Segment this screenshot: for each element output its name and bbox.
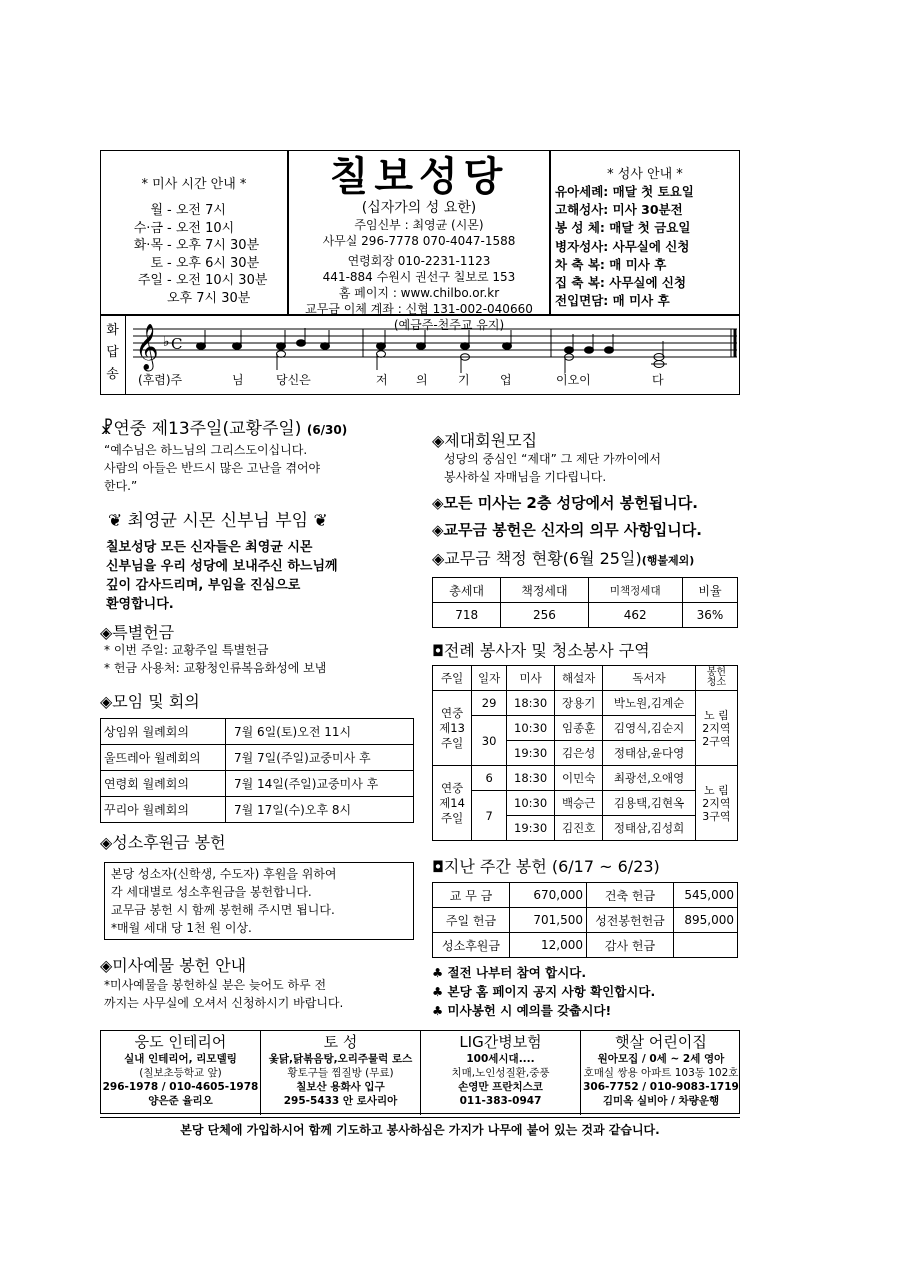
support-text: 본당 성소자(신학생, 수도자) 후원을 위하여 각 세대별로 성소후원금을 봉헌합니다. 교무금 봉헌 시 함께 봉헌해 주시면 됩니다. *매월 세대 당 1천 원 이상. xyxy=(111,867,337,935)
assessment-table xyxy=(432,577,738,628)
duty-commentator: 이민숙 xyxy=(555,766,603,791)
ad-title: 햇살 어린이집 xyxy=(615,1033,707,1051)
altar-title: ◈제대회원모집 xyxy=(432,431,538,450)
meeting-name: 상임위 월례회의 xyxy=(101,719,226,745)
welcome-text: 칠보성당 모든 신자들은 최영균 시몬 신부님을 우리 성당에 보내주신 하느님께 깊이 감사드리며, 부임을 진심으로 환영합니다. xyxy=(106,540,338,612)
meeting-name: 연령회 월례회의 xyxy=(101,771,226,797)
assessment-value: 36% xyxy=(682,603,737,628)
mass-time-row xyxy=(115,255,287,273)
duty-commentator: 김진호 xyxy=(555,816,603,841)
duty-mass-time: 19:30 xyxy=(507,741,555,766)
altar-text: 성당의 중심인 “제대” 그 제단 가까이에서 봉사하실 자매님을 기다립니다. xyxy=(444,452,661,484)
mass-day: 화·목 xyxy=(133,238,163,253)
ad-line: 306-7752 / 010-9083-1719 xyxy=(583,1081,739,1093)
mass-time: - 오전 10시 30분 xyxy=(167,273,268,288)
ad-line: 양은준 율리오 xyxy=(148,1095,213,1107)
ad-line: 손영만 프란치스코 xyxy=(458,1081,543,1093)
weekly-offering-row xyxy=(433,933,738,958)
duty-area: 노 림 2지역 2구역 xyxy=(695,691,737,766)
duty-title: ◘전례 봉사자 및 청소봉사 구역 xyxy=(432,641,650,660)
duty-mass-time: 18:30 xyxy=(507,691,555,716)
offering-label: 건축 헌금 xyxy=(587,883,674,908)
offering-label: 감사 헌금 xyxy=(587,933,674,958)
offering-amount xyxy=(674,933,738,958)
duty-header-row xyxy=(433,666,738,691)
offering-label: 교 무 금 xyxy=(433,883,510,908)
duty-row xyxy=(433,791,738,816)
mass-time-row xyxy=(115,272,287,290)
assessment-title: ◈교무금 책정 현황(6월 25일)(행불제외) xyxy=(432,549,695,568)
psalm-label-char: 송 xyxy=(106,367,119,382)
ad-line: 100세시대.... xyxy=(466,1053,535,1065)
meeting-time: 7월 17일(수)오후 8시 xyxy=(226,797,414,823)
priest-name: 주임신부 : 최영균 (시몬) xyxy=(354,218,484,232)
assessment-value: 718 xyxy=(433,603,501,628)
mass-time-row xyxy=(115,290,287,308)
duty-header: 일자 xyxy=(472,666,507,691)
sacrament-box xyxy=(550,150,740,315)
mass-time: - 오후 6시 30분 xyxy=(167,255,260,271)
meetings-title: ◈모임 및 회의 xyxy=(100,692,200,711)
duty-week: 연중 제13 주일 xyxy=(433,691,472,766)
meeting-row xyxy=(101,719,414,745)
ad-line: 호매실 쌍용 아파트 103동 102호 xyxy=(583,1067,739,1079)
sacrament-item: 고해성사: 미사 30분전 xyxy=(555,202,683,218)
mass-time-row xyxy=(115,237,287,255)
common-time-icon: C xyxy=(171,335,183,353)
duty-row xyxy=(433,691,738,716)
mass-day: 주일 xyxy=(137,273,163,288)
special-offering-text: * 이번 주일: 교황주일 특별헌금 * 헌금 사용처: 교황청인류복음화성에 보냄 xyxy=(104,643,327,675)
duty-date: 7 xyxy=(472,791,507,841)
sunday-quote: “예수님은 하느님의 그리스도이십니다. 사람의 아들은 반드시 많은 고난을 겪어야 한다.” xyxy=(104,443,321,493)
ad-line: 295-5433 안 로사리아 xyxy=(283,1095,398,1107)
laurel-emblem-icon: ❦ xyxy=(313,511,328,531)
chi-rho-icon: ☧ xyxy=(100,419,114,439)
offering-amount: 670,000 xyxy=(510,883,587,908)
duty-commentator: 김은성 xyxy=(555,741,603,766)
ad-line: 치매,노인성질환,중풍 xyxy=(451,1067,550,1079)
lyric: 다 xyxy=(652,373,664,387)
ads-box xyxy=(100,1030,740,1114)
offering-label: 주일 헌금 xyxy=(433,908,510,933)
lyric: 의 xyxy=(416,373,428,387)
office-phone: 사무실 296-7778 070-4047-1588 xyxy=(322,234,516,248)
duty-commentator: 백승근 xyxy=(555,791,603,816)
duty-mass-time: 18:30 xyxy=(507,766,555,791)
duty-readers: 김용택,김현옥 xyxy=(603,791,695,816)
mass-offering-title: ◈미사예물 봉헌 안내 xyxy=(100,956,247,975)
footer-text: 본당 단체에 가입하시어 함께 기도하고 봉사하심은 가지가 나무에 붙어 있는 것과 같습니다. xyxy=(180,1123,660,1137)
weekly-offering-row xyxy=(433,883,738,908)
duty-date: 30 xyxy=(472,716,507,766)
duty-header: 미사 xyxy=(507,666,555,691)
psalm-label xyxy=(100,315,126,395)
duty-row xyxy=(433,766,738,791)
duty-mass-time: 10:30 xyxy=(507,716,555,741)
treble-clef-icon: 𝄞 xyxy=(135,324,159,370)
meeting-time: 7월 6일(토)오전 11시 xyxy=(226,719,414,745)
sacrament-item: 병자성사: 사무실에 신청 xyxy=(555,238,690,254)
ad-block xyxy=(581,1031,741,1115)
support-box xyxy=(104,862,414,940)
ad-line: 실내 인테리어, 리모델링 xyxy=(124,1053,237,1065)
ad-line: 원아모집 / 0세 ~ 2세 영아 xyxy=(597,1053,725,1065)
sacrament-item: 전입면담: 매 미사 후 xyxy=(555,293,670,309)
liturgy-box-icon: ◘ xyxy=(432,642,444,660)
meeting-row xyxy=(101,771,414,797)
mass-time-row xyxy=(115,220,287,238)
ad-line: 칠보산 용화사 입구 xyxy=(296,1081,385,1093)
duty-header: 주일 xyxy=(433,666,472,691)
ad-line: 296-1978 / 010-4605-1978 xyxy=(102,1081,259,1093)
church-name: 칠보성당 xyxy=(329,153,509,200)
ad-line: 김미옥 실비아 / 차량운행 xyxy=(602,1095,720,1107)
offering-amount: 12,000 xyxy=(510,933,587,958)
lyric: 님 xyxy=(232,373,244,387)
mass-time: - 오전 10시 xyxy=(167,220,235,236)
duty-week: 연중 제14 주일 xyxy=(433,766,472,841)
sacrament-item: 유아세례: 매달 첫 토요일 xyxy=(555,184,694,199)
meeting-name: 울뜨레아 월례회의 xyxy=(101,745,226,771)
duty-area: 노 림 2지역 3구역 xyxy=(695,766,737,841)
lyric: 당신은 xyxy=(276,373,311,387)
sacrament-item: 봉 성 체: 매달 첫 금요일 xyxy=(555,220,691,236)
account-holder: (예금주-천주교 유지) xyxy=(393,318,505,332)
offering-amount: 701,500 xyxy=(510,908,587,933)
bank-account: 교무금 이체 계좌 : 신협 131-002-040660 xyxy=(305,302,533,316)
special-offering-title: ◈특별헌금 xyxy=(100,623,175,642)
mass-time: - 오후 7시 30분 xyxy=(167,238,260,253)
sacrament-list xyxy=(555,183,739,310)
offering-label: 성전봉헌헌금 xyxy=(587,908,674,933)
duty-header: 독서자 xyxy=(603,666,695,691)
welcome-title: ❦ 최영균 시몬 신부님 부임 ❦ xyxy=(108,511,328,531)
weekly-offering-row xyxy=(433,908,738,933)
laurel-emblem-icon: ❦ xyxy=(108,511,123,531)
ad-block xyxy=(421,1031,581,1115)
sacrament-item: 차 축 복: 매 미사 후 xyxy=(555,256,667,272)
lyric: 업 xyxy=(500,373,512,387)
lyric: (후렴)주 xyxy=(138,373,183,387)
ad-title: 웅도 인테리어 xyxy=(134,1033,227,1051)
sacrament-title: * 성사 안내 * xyxy=(607,167,683,182)
support-title: ◈성소후원금 봉헌 xyxy=(100,833,226,852)
duty-table xyxy=(432,665,738,841)
mass-offering-text: *미사예물을 봉헌하실 분은 늦어도 하루 전 까지는 사무실에 오셔서 신청하시기 바랍니다. xyxy=(104,978,344,1010)
mass-day xyxy=(115,290,167,308)
sunday-title: ☧연중 제13주일(교황주일) (6/30) xyxy=(100,419,348,439)
ad-line: (칠보초등학교 앞) xyxy=(139,1067,222,1079)
weekly-title: ◘지난 주간 봉헌 (6/17 ~ 6/23) xyxy=(432,857,660,876)
meeting-name: 꾸리아 월례회의 xyxy=(101,797,226,823)
psalm-label-char: 화 xyxy=(106,323,119,338)
assessment-header: 미책정세대 xyxy=(588,578,682,603)
duty-readers: 정태삼,김성희 xyxy=(603,816,695,841)
mottos: ♣ 절전 나부터 참여 합시다. ♣ 본당 홈 페이지 공지 사항 확인합시다. ♣ 미사봉헌 시 예의를 갖춥시다! xyxy=(432,965,656,1018)
meeting-time: 7월 14일(주일)교중미사 후 xyxy=(226,771,414,797)
mass-time: 오후 7시 30분 xyxy=(167,290,251,306)
church-subtitle: (십자가의 성 요한) xyxy=(361,200,477,216)
mass-day: 수·금 xyxy=(133,220,163,236)
duty-header: 봉헌 청소 xyxy=(695,666,737,691)
mass-time-box xyxy=(100,150,288,315)
duty-date: 29 xyxy=(472,691,507,716)
ad-line: 황토구들 찜질방 (무료) xyxy=(287,1067,394,1079)
mass-time-title: * 미사 시간 안내 * xyxy=(141,177,247,192)
lyric: 이오이 xyxy=(556,373,591,387)
mass-day: 월 xyxy=(150,203,163,218)
church-info-box xyxy=(288,150,550,332)
flat-icon: ♭ xyxy=(163,334,170,350)
assessment-header: 비율 xyxy=(682,578,737,603)
meetings-table xyxy=(100,718,414,823)
offering-box-icon: ◘ xyxy=(432,858,444,876)
notice-obligation: ◈교무금 봉헌은 신자의 의무 사항입니다. xyxy=(432,521,702,539)
assessment-header: 책정세대 xyxy=(501,578,588,603)
offering-label: 성소후원금 xyxy=(433,933,510,958)
sacrament-item: 집 축 복: 사무실에 신청 xyxy=(555,275,687,291)
meeting-time: 7월 7일(주일)교중미사 후 xyxy=(226,745,414,771)
meeting-row xyxy=(101,797,414,823)
duty-mass-time: 19:30 xyxy=(507,816,555,841)
ad-title: 토 성 xyxy=(323,1033,358,1051)
meeting-row xyxy=(101,745,414,771)
notice-upstairs: ◈모든 미사는 2층 성당에서 봉헌됩니다. xyxy=(432,494,698,512)
ad-block xyxy=(101,1031,261,1115)
ad-block xyxy=(261,1031,421,1115)
offering-amount: 895,000 xyxy=(674,908,738,933)
church-address: 441-884 수원시 권선구 칠보로 153 xyxy=(322,270,516,284)
mass-time-row xyxy=(115,202,287,220)
assessment-value: 462 xyxy=(588,603,682,628)
ad-line: 옻닭,닭볶음탕,오리주물럭 로스 xyxy=(268,1053,413,1065)
duty-commentator: 임종훈 xyxy=(555,716,603,741)
duty-header: 해설자 xyxy=(555,666,603,691)
assessment-header: 총세대 xyxy=(433,578,501,603)
psalm-label-char: 답 xyxy=(106,345,119,360)
ad-title: LIG간병보험 xyxy=(459,1033,542,1051)
duty-readers: 김영식,김순지 xyxy=(603,716,695,741)
mass-time: - 오전 7시 xyxy=(167,203,226,218)
duty-commentator: 장용기 xyxy=(555,691,603,716)
duty-date: 6 xyxy=(472,766,507,791)
weekly-offering-table xyxy=(432,882,738,958)
lyric: 기 xyxy=(458,373,470,387)
council-phone: 연령회장 010-2231-1123 xyxy=(347,254,491,268)
duty-mass-time: 10:30 xyxy=(507,791,555,816)
duty-row xyxy=(433,716,738,741)
mass-day: 토 xyxy=(150,255,163,271)
footer-rule xyxy=(100,1117,740,1118)
lyric: 저 xyxy=(376,373,388,387)
duty-readers: 최광선,오애영 xyxy=(603,766,695,791)
assessment-value: 256 xyxy=(501,603,588,628)
duty-readers: 정태삼,윤다영 xyxy=(603,741,695,766)
ad-line: 011-383-0947 xyxy=(459,1095,542,1107)
offering-amount: 545,000 xyxy=(674,883,738,908)
duty-readers: 박노원,김계순 xyxy=(603,691,695,716)
church-homepage[interactable]: 홈 페이지 : www.chilbo.or.kr xyxy=(338,286,500,300)
mass-time-list xyxy=(115,202,287,307)
